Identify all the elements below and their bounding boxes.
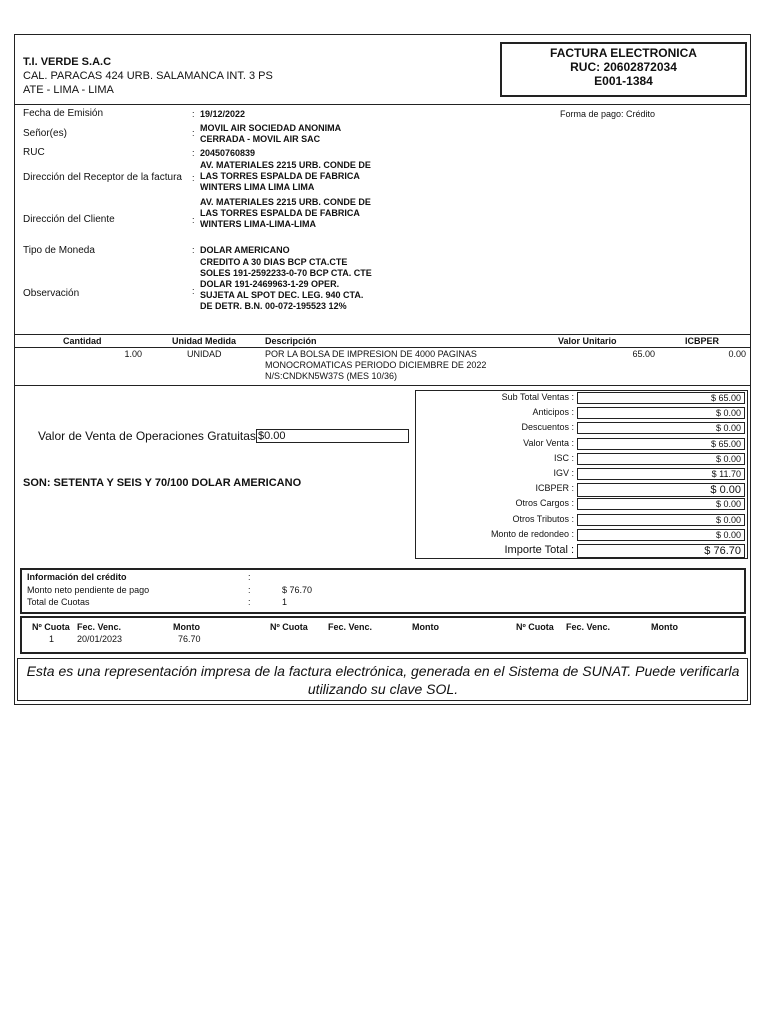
cuota-fecha: 20/01/2023 <box>77 634 123 644</box>
cuota-header-numero-2: Nº Cuota <box>270 622 308 632</box>
item-descripcion: POR LA BOLSA DE IMPRESION DE 4000 PAGINAS MONOCROMATICAS PERIODO DICIEMBRE DE 2022 N/S:CNDKN5W37S (MES 10/36) <box>265 349 487 381</box>
total-label: Otros Cargos : <box>515 498 574 508</box>
total-value: $ 0.00 <box>577 529 745 541</box>
total-label: Importe Total : <box>504 544 574 556</box>
field-value-ruc: 20450760839 <box>200 148 256 158</box>
total-value: $ 0.00 <box>577 514 745 526</box>
invoice-title: FACTURA ELECTRONICA <box>550 46 697 60</box>
total-value: $ 0.00 <box>577 422 745 434</box>
cuotas-box <box>20 616 746 654</box>
field-value-senor: MOVIL AIR SOCIEDAD ANONIMA CERRADA - MOVIL AIR SAC <box>200 123 341 144</box>
total-label: Monto de redondeo : <box>490 529 574 539</box>
col-header-unidad: Unidad Medida <box>172 336 237 346</box>
total-value: $ 11.70 <box>577 468 745 480</box>
field-label-senor: Señor(es) <box>23 128 67 139</box>
cuota-header-numero-1: Nº Cuota <box>32 622 70 632</box>
issuer-address-2: ATE - LIMA - LIMA <box>23 84 114 96</box>
credit-label-monto: Monto neto pendiente de pago <box>27 585 150 595</box>
total-label: Anticipos : <box>532 407 574 417</box>
total-value: $ 0.00 <box>577 498 745 510</box>
divider <box>14 104 751 105</box>
total-label: Sub Total Ventas : <box>501 392 574 402</box>
item-valor-unitario: 65.00 <box>632 349 655 359</box>
total-label: ICBPER : <box>535 483 574 493</box>
total-value: $ 76.70 <box>577 544 745 558</box>
field-label-moneda: Tipo de Moneda <box>23 245 95 256</box>
col-header-icbper: ICBPER <box>685 336 720 346</box>
field-label-fecha: Fecha de Emisión <box>23 108 104 119</box>
field-label-dir-receptor: Dirección del Receptor de la factura <box>23 172 182 183</box>
footer-text: Esta es una representación impresa de la factura electrónica, generada en el Sistema de SUNAT. Puede verificarla utilizando su clave SOL. <box>26 663 740 697</box>
field-value-moneda: DOLAR AMERICANO <box>200 245 290 255</box>
total-value: $ 0.00 <box>577 407 745 419</box>
total-label: Descuentos : <box>521 422 574 432</box>
field-value-fecha: 19/12/2022 <box>200 109 246 119</box>
cuota-header-monto-3: Monto <box>651 622 678 632</box>
field-value-dir-cliente: AV. MATERIALES 2215 URB. CONDE DE LAS TORRES ESPALDA DE FABRICA WINTERS LIMA-LIMA-LIMA <box>200 197 371 229</box>
col-header-descripcion: Descripción <box>265 336 317 346</box>
total-value: $ 65.00 <box>577 438 745 450</box>
total-label: Valor Venta : <box>523 438 574 448</box>
invoice-ruc: RUC: 20602872034 <box>570 60 677 74</box>
credit-value-cuotas: 1 <box>282 597 288 607</box>
payment-form: Forma de pago: Crédito <box>560 109 656 119</box>
item-cantidad: 1.00 <box>124 349 142 359</box>
total-value: $ 65.00 <box>577 392 745 404</box>
cuota-header-monto-2: Monto <box>412 622 439 632</box>
invoice-number: E001-1384 <box>594 74 653 88</box>
total-value: $ 0.00 <box>577 453 745 465</box>
total-value: $ 0.00 <box>577 483 745 497</box>
issuer-address-1: CAL. PARACAS 424 URB. SALAMANCA INT. 3 PS <box>23 70 273 82</box>
field-label-dir-cliente: Dirección del Cliente <box>23 214 115 225</box>
cuota-header-fecha-1: Fec. Venc. <box>77 622 122 632</box>
issuer-name: T.I. VERDE S.A.C <box>23 56 112 68</box>
field-value-dir-receptor: AV. MATERIALES 2215 URB. CONDE DE LAS TORRES ESPALDA DE FABRICA WINTERS LIMA LIMA LIMA <box>200 160 371 192</box>
total-label: IGV : <box>553 468 574 478</box>
col-header-valor-unitario: Valor Unitario <box>558 336 617 346</box>
cuota-numero: 1 <box>49 634 55 644</box>
credit-value-monto: $ 76.70 <box>282 585 313 595</box>
credit-label-cuotas: Total de Cuotas <box>27 597 90 607</box>
item-icbper: 0.00 <box>728 349 746 359</box>
cuota-monto: 76.70 <box>178 634 201 644</box>
cuota-header-monto-1: Monto <box>173 622 200 632</box>
field-value-observacion: CREDITO A 30 DIAS BCP CTA.CTE SOLES 191-2592233-0-70 BCP CTA. CTE DOLAR 191-2469963-1-29 OPER. SUJETA AL SPOT DEC. LEG. 940 CTA. DE DETR. B.N. 00-072-195523 12% <box>200 257 372 311</box>
item-unidad: UNIDAD <box>187 349 222 359</box>
total-label: ISC : <box>553 453 574 463</box>
cuota-header-numero-3: Nº Cuota <box>516 622 554 632</box>
cuota-header-fecha-2: Fec. Venc. <box>328 622 373 632</box>
field-label-observacion: Observación <box>23 288 80 299</box>
credit-title: Información del crédito <box>27 572 127 582</box>
invoice-id-box <box>500 42 747 97</box>
col-header-cantidad: Cantidad <box>63 336 102 346</box>
gratuitas-label: Valor de Venta de Operaciones Gratuitas : <box>38 429 263 443</box>
son-text: SON: SETENTA Y SEIS Y 70/100 DOLAR AMERICANO <box>23 477 302 489</box>
field-label-ruc: RUC <box>23 147 45 158</box>
total-label: Otros Tributos : <box>512 514 574 524</box>
gratuitas-value: $0.00 <box>256 429 409 443</box>
cuota-header-fecha-3: Fec. Venc. <box>566 622 611 632</box>
